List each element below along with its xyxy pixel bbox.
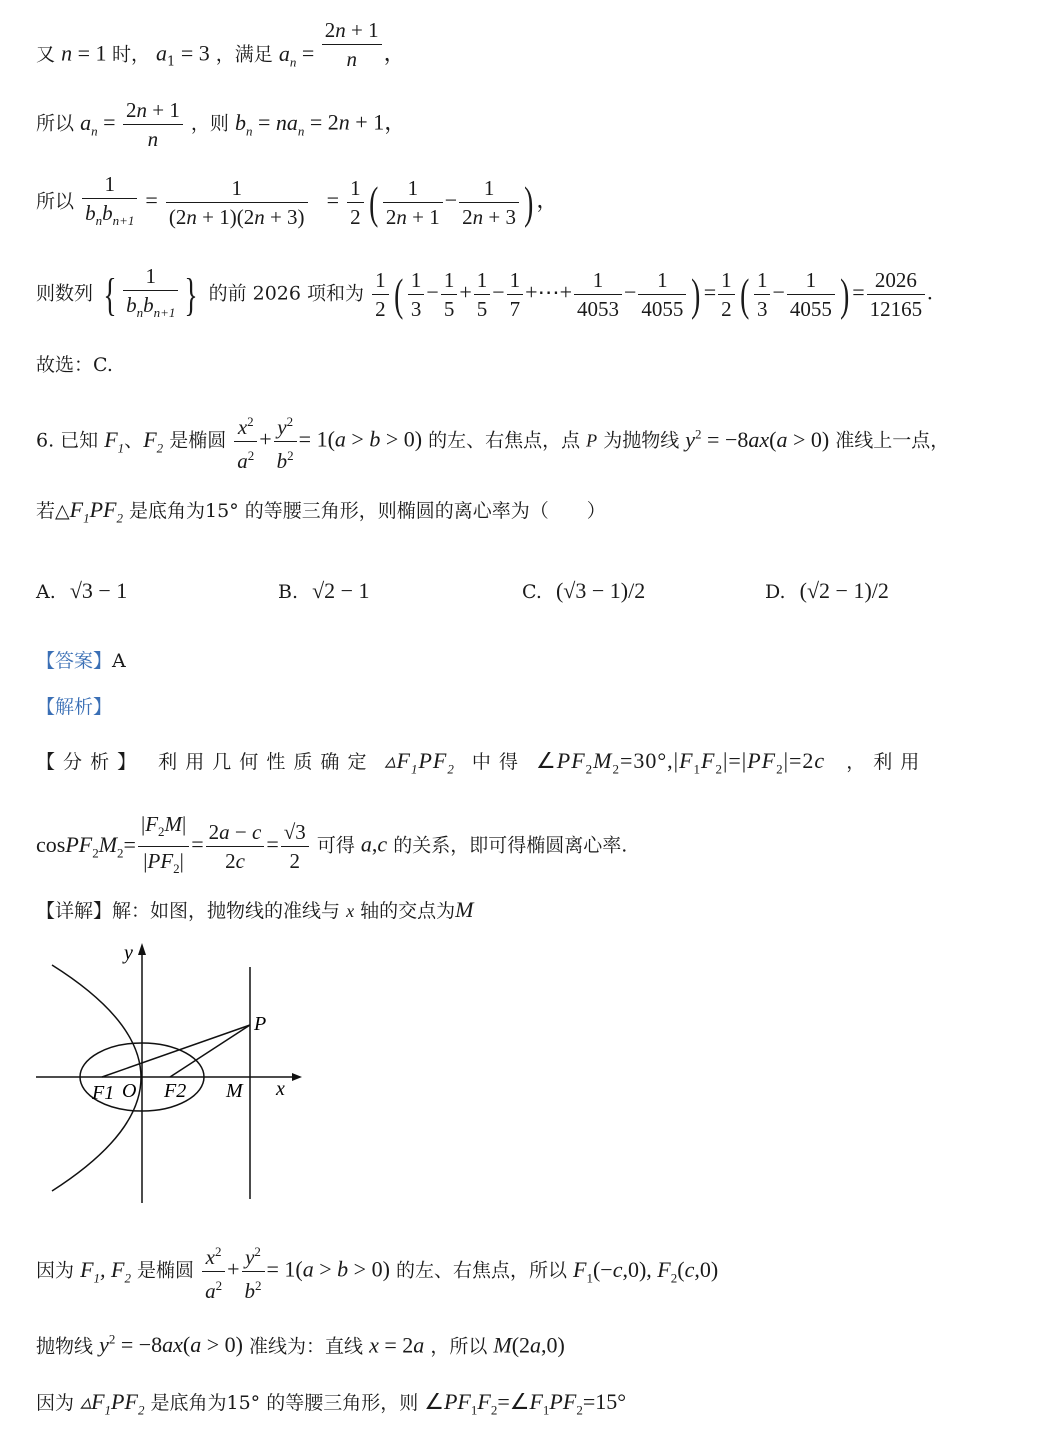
text: 是椭圆 [169, 429, 227, 452]
fraction: $\frac{1}{(2n + 1)(2n + 3)}$ [166, 176, 308, 229]
answer-tag: 【答案】 [36, 650, 113, 672]
fraction: $\frac{2n + 1}{n}$ [123, 98, 183, 151]
text: 为抛物线 [603, 429, 680, 452]
text: 是椭圆 [137, 1259, 195, 1282]
text: 轴的交点为 [360, 900, 456, 922]
option-value: (√2 − 1)/2 [799, 578, 889, 603]
math: = [145, 187, 158, 213]
fraction: $\frac{2n + 1}{n}$ [322, 18, 382, 71]
math: 1 [167, 54, 176, 70]
y-axis-arrow [138, 943, 146, 955]
text: 解：如图，抛物线的准线与 [112, 900, 341, 922]
fraction: $\frac{1}{2n + 3}$ [459, 176, 519, 229]
fraction: $\frac{x^2}{a^2}$ [234, 410, 257, 473]
math: a [156, 40, 168, 66]
answer-value: A [112, 650, 126, 672]
cos-line: $cosPF_2M_2=$ $\frac{|F_2M|}{|PF_2|}$ = $\frac{2a - c}{2c}$ = $\frac{√3}{2}$ 可得 a,c 的关系，即可得椭圆离心率. [36, 812, 628, 877]
question-line-2: 若$\triangle F_1PF_2$ 是底角为15° 的等腰三角形，则椭圆的离心率为（ ） [36, 497, 606, 526]
option-value: (√3 − 1)/2 [555, 578, 646, 603]
conclusion: 故选：C. [36, 354, 113, 376]
fraction: $\frac{1}{2n + 1}$ [383, 176, 443, 229]
option-label: D. [765, 581, 786, 603]
math: ， [536, 187, 559, 213]
label-f1: F1 [92, 1082, 115, 1104]
bottom-line-1: 因为 $F_1$, $F_2$ 是椭圆 $\frac{x^2}{a^2}$ + $\frac{y^2}{b^2}$ = 1(a > b > 0) 的左、右焦点，所以 $F_1(-c,0)$, $F_2(c,0)$ [36, 1240, 718, 1303]
label-o: O [122, 1080, 137, 1102]
text: 准线为：直线 [249, 1335, 364, 1358]
line-2 [36, 98, 406, 151]
detail-line: 【详解】解：如图，抛物线的准线与 x 轴的交点为M [36, 897, 474, 922]
detail-tag: 【详解】 [36, 900, 113, 922]
fraction: $\frac{1}{2}$ [372, 268, 389, 321]
text: 中 得 [471, 751, 519, 773]
math: = [296, 40, 320, 66]
text: ， 利 用 [846, 751, 921, 773]
math: n [61, 40, 73, 66]
text: 的左、右焦点，所以 [395, 1259, 567, 1282]
parabola [52, 965, 141, 1191]
fraction: $\frac{1}{3}$ [408, 268, 425, 321]
text: 抛物线 [36, 1335, 94, 1358]
math: $a_n$ [80, 109, 98, 138]
text: ，满足 [215, 43, 273, 66]
option-label: B. [278, 581, 299, 603]
text: 又 [36, 43, 56, 66]
option-d[interactable] [765, 578, 889, 604]
paren: ( [368, 176, 378, 228]
option-a[interactable] [36, 578, 127, 604]
label-p: P [254, 1013, 267, 1035]
text: 因为 [36, 1392, 75, 1414]
math: $b_n$ [234, 109, 253, 138]
analysis-tag: 【解析】 [36, 696, 113, 718]
text: 所以 [36, 112, 75, 135]
math: $F_1$ [104, 426, 125, 455]
fraction: 1 $b_nb_{n+1}$ [123, 264, 178, 325]
text: 的左、右焦点，点 [428, 429, 581, 452]
text: ，则 [190, 112, 229, 135]
geometry-figure [30, 935, 330, 1205]
option-value: √3 − 1 [69, 578, 128, 603]
bottom-line-2: 抛物线 $y^2 = -8ax(a > 0)$ 准线为：直线 x = 2a ，所以 M(2a,0) [36, 1332, 565, 1358]
label-y: y [124, 942, 133, 964]
brace: { [103, 268, 117, 320]
text: 因为 [36, 1259, 75, 1282]
bottom-line-3: 因为 $▵F_1PF_2$ 是底角为15° 的等腰三角形，则 $\angle PF_1F_2=\angle F_1PF_2=15^\circ$ [36, 1389, 627, 1418]
math: = 3 [175, 40, 210, 66]
brace: } [184, 268, 199, 320]
text: 的关系，即可得椭圆离心率. [393, 834, 628, 857]
line-f1p [102, 1025, 250, 1077]
answer-line [36, 649, 126, 673]
text: 是底角为15° 的等腰三角形，则椭圆的离心率为（ ） [129, 500, 606, 522]
label-m: M [226, 1080, 243, 1102]
fenxi-line: 【 分 析 】 利 用 几 何 性 质 确 定 $▵F_1PF_2$ 中 得 $\angle PF_2M_2=30^\circ,|F_1F_2|=|PF_2|=2c$ ， 利 用 [36, 748, 921, 777]
label-x: x [276, 1078, 285, 1100]
math: = 1 [72, 40, 112, 66]
paren: ( [393, 268, 403, 320]
math: = [97, 109, 121, 135]
question-line-1: 6. 已知 $F_1$、$F_2$ 是椭圆 $\frac{x^2}{a^2}$ + $\frac{y^2}{b^2}$ = 1(a > b > 0) 的左、右焦点，点 P 为抛物线 $y^2 = -8ax(a > 0)$ 准线上一点， [36, 410, 949, 473]
math: ， [383, 40, 406, 66]
line-3 [36, 172, 558, 233]
option-label: C. [522, 581, 542, 603]
option-b[interactable] [278, 578, 370, 604]
fenxi-tag: 【 分 析 】 [36, 751, 138, 773]
fraction: 1 $b_nb_{n+1}$ [82, 172, 137, 233]
line-4: 则数列 { 1 $b_nb_{n+1}$ } 的前 2026 项和为 $\frac{1}{2}$ ( $\frac{1}{3}$ − $\frac{1}{5}$ + $\frac{1}{5}$ − $\frac{1}{7}$ +⋯+ $\frac{1}{4053}$ − $\frac{1}{4055}$ ) = $\frac{1}{2}$ ( $\frac{1}{3}$ − $\frac{1}{4055}$ ) = $\frac{2026}{12165}$ . [36, 264, 933, 325]
question-number: 6. 已知 [36, 429, 99, 452]
math: $y^2 = -8ax(a > 0)$ [685, 426, 830, 452]
text: 所以 [36, 190, 75, 213]
line-1 [36, 18, 406, 74]
math: − [444, 187, 458, 213]
text: 时， [111, 43, 150, 66]
x-axis-arrow [292, 1073, 302, 1081]
option-c[interactable] [522, 578, 645, 604]
text: 准线上一点， [835, 429, 950, 452]
text: 利 用 几 何 性 质 确 定 [158, 751, 368, 773]
option-value: √2 − 1 [312, 578, 370, 603]
label-f2: F2 [164, 1080, 187, 1102]
text: 可得 [316, 834, 355, 857]
paren: ) [524, 176, 534, 228]
math: = $na_n = 2n + 1$， [252, 109, 407, 138]
text: 的前 2026 项和为 [208, 282, 365, 305]
option-label: A. [36, 581, 56, 603]
fraction: $\frac{1}{2}$ [347, 176, 364, 229]
math: $a_n$ [278, 40, 297, 69]
text: 若△ [36, 500, 70, 522]
text: 则数列 [36, 282, 94, 305]
text: ，所以 [430, 1335, 488, 1358]
text: 是底角为15° 的等腰三角形，则 [150, 1392, 419, 1414]
math: = [315, 187, 340, 213]
